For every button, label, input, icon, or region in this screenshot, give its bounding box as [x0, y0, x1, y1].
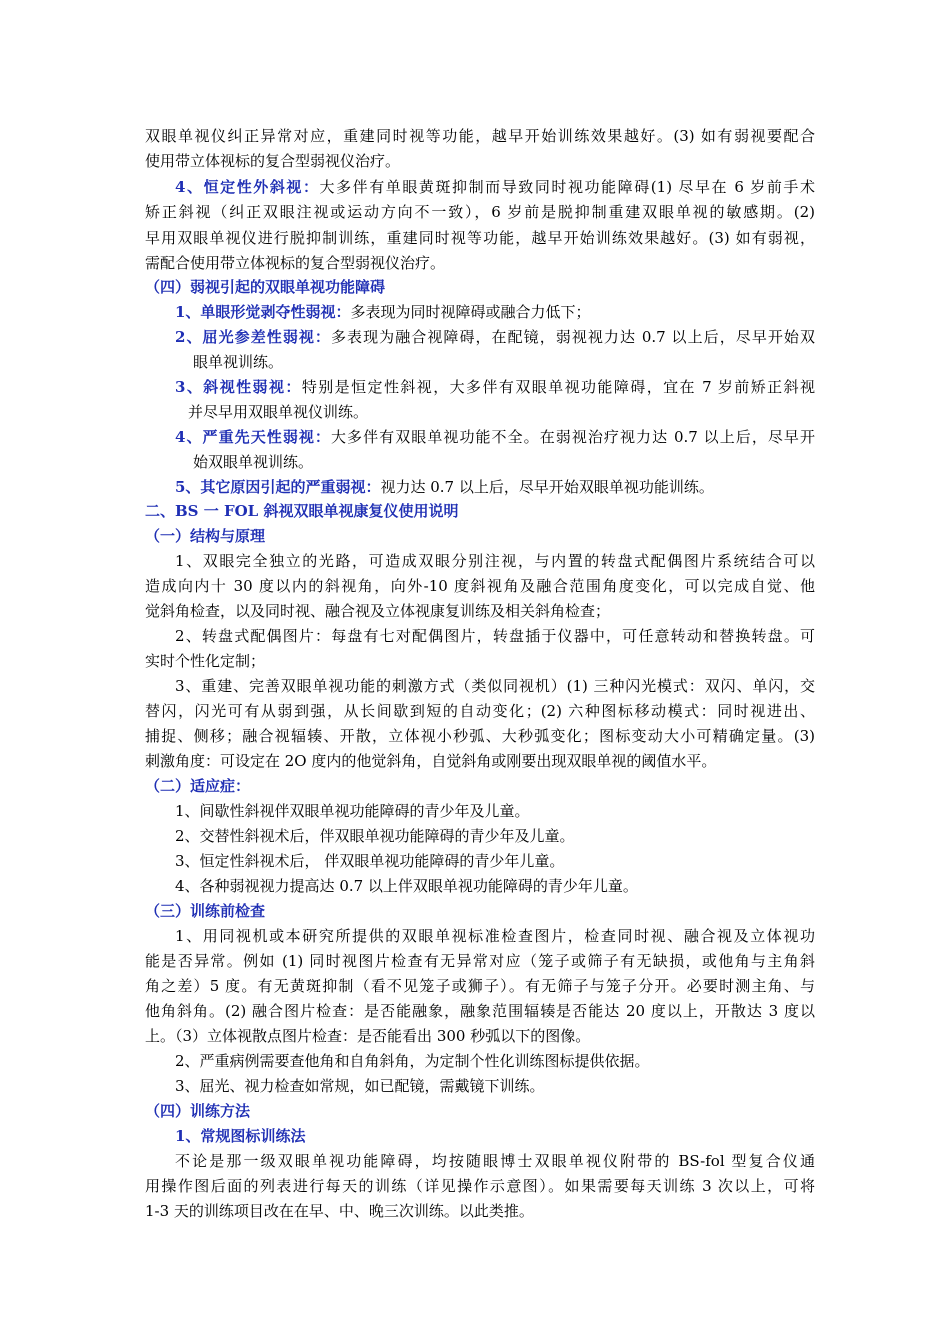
chapter-heading: 二、BS 一 FOL 斜视双眼单视康复仪使用说明: [145, 502, 459, 520]
text-line: 实时个性化定制；: [145, 652, 266, 670]
text-line: 1、用同视机或本研究所提供的双眼单视标准检查图片，检查同时视、融合视及立体视功: [175, 927, 815, 945]
list-item: 1、单眼形觉剥夺性弱视：多表现为同时视障碍或融合力低下；: [175, 303, 591, 321]
list-item: 3、恒定性斜视术后， 伴双眼单视功能障碍的青少年儿童。: [175, 852, 565, 870]
section-heading: （四）弱视引起的双眼单视功能障碍: [145, 278, 386, 296]
text-line: 觉斜角检查，以及同时视、融合视及立体视康复训练及相关斜角检查；: [145, 602, 611, 620]
paragraph-heading-line: 4、恒定性外斜视：大多伴有单眼黄斑抑制而导致同时视功能障碍(1) 尽早在 6 岁前手术: [175, 178, 815, 196]
list-item: 2、屈光参差性弱视：多表现为融合视障碍，在配镜，弱视视力达 0.7 以上后，尽早开始双: [175, 328, 815, 346]
section-heading: （三）训练前检查: [145, 902, 266, 920]
section-heading: （二）适应症：: [145, 777, 251, 795]
list-item: 3、斜视性弱视：特别是恒定性斜视，大多伴有双眼单视功能障碍，宜在 7 岁前矫正斜视: [175, 378, 815, 396]
text-line: 双眼单视仪纠正异常对应，重建同时视等功能，越早开始训练效果越好。(3) 如有弱视要配合: [145, 127, 815, 145]
text-line: 用操作图后面的列表进行每天的训练（详见操作示意图）。如果需要每天训练 3 次以上，可将: [145, 1177, 815, 1195]
text-line: 始双眼单视训练。: [193, 453, 314, 471]
subsection-heading: 1、常规图标训练法: [175, 1127, 306, 1145]
text-line: 2、严重病例需要查他角和自角斜角，为定制个性化训练图标提供依据。: [175, 1052, 650, 1070]
text-line: 能是否异常。例如 (1) 同时视图片检查有无异常对应（笼子或筛子有无缺损，或他角与主角斜: [145, 952, 815, 970]
text-line: 角之差）5 度。有无黄斑抑制（看不见笼子或狮子）。有无筛子与笼子分开。必要时测主角、与: [145, 977, 815, 995]
list-item: 2、交替性斜视术后，伴双眼单视功能障碍的青少年及儿童。: [175, 827, 575, 845]
list-item: 1、间歇性斜视伴双眼单视功能障碍的青少年及儿童。: [175, 802, 530, 820]
section-heading: （四）训练方法: [145, 1102, 251, 1120]
text-line: 眼单视训练。: [193, 353, 284, 371]
text-line: 捕捉、侧移；融合视辐辏、开散，立体视小秒弧、大秒弧变化；图标变动大小可精确定量。(3): [145, 727, 815, 745]
text-line: 并尽早用双眼单视仪训练。: [188, 403, 369, 421]
text-line: 早用双眼单视仪进行脱抑制训练，重建同时视等功能，越早开始训练效果越好。(3) 如有弱视，: [145, 229, 815, 247]
list-item: 4、严重先天性弱视：大多伴有双眼单视功能不全。在弱视治疗视力达 0.7 以上后，尽早开: [175, 428, 815, 446]
text-line: 2、转盘式配偶图片：每盘有七对配偶图片，转盘插于仪器中，可任意转动和替换转盘。可: [175, 627, 815, 645]
text-line: 3、重建、完善双眼单视功能的刺激方式（类似同视机）(1) 三种闪光模式：双闪、单闪，交: [175, 677, 815, 695]
text-line: 刺激角度：可设定在 2O 度内的他觉斜角，自觉斜角或刚要出现双眼单视的阈值水平。: [145, 752, 717, 770]
text-line: 1、双眼完全独立的光路，可造成双眼分别注视，与内置的转盘式配偶图片系统结合可以: [175, 552, 815, 570]
text-line: 需配合使用带立体视标的复合型弱视仪治疗。: [145, 254, 446, 272]
text-line: 不论是那一级双眼单视功能障碍，均按随眼博士双眼单视仪附带的 BS-fol 型复合仪通: [175, 1152, 815, 1170]
list-item: 5、其它原因引起的严重弱视：视力达 0.7 以上后，尽早开始双眼单视功能训练。: [175, 478, 714, 496]
text-line: 替闪，闪光可有从弱到强，从长间歇到短的自动变化；(2) 六种图标移动模式：同时视进出、: [145, 702, 815, 720]
text-line: 造成向内十 30 度以内的斜视角，向外-10 度斜视角及融合范围角度变化，可以完成自觉、他: [145, 577, 815, 595]
list-item: 4、各种弱视视力提高达 0.7 以上伴双眼单视功能障碍的青少年儿童。: [175, 877, 638, 895]
text-line: 他角斜角。(2) 融合图片检查：是否能融象，融象范围辐辏是否能达 20 度以上，开散达 3 度以: [145, 1002, 815, 1020]
text-line: 1-3 天的训练项目改在在早、中、晚三次训练。以此类推。: [145, 1202, 534, 1220]
text-line: 使用带立体视标的复合型弱视仪治疗。: [145, 152, 401, 170]
section-heading: （一）结构与原理: [145, 527, 266, 545]
text-line: 矫正斜视（纠正双眼注视或运动方向不一致），6 岁前是脱抑制重建双眼单视的敏感期。(2): [145, 203, 815, 221]
text-line: 3、屈光、视力检查如常规，如已配镜，需戴镜下训练。: [175, 1077, 545, 1095]
text-line: 上。（3）立体视散点图片检查：是否能看出 300 秒弧以下的图像。: [145, 1027, 591, 1045]
